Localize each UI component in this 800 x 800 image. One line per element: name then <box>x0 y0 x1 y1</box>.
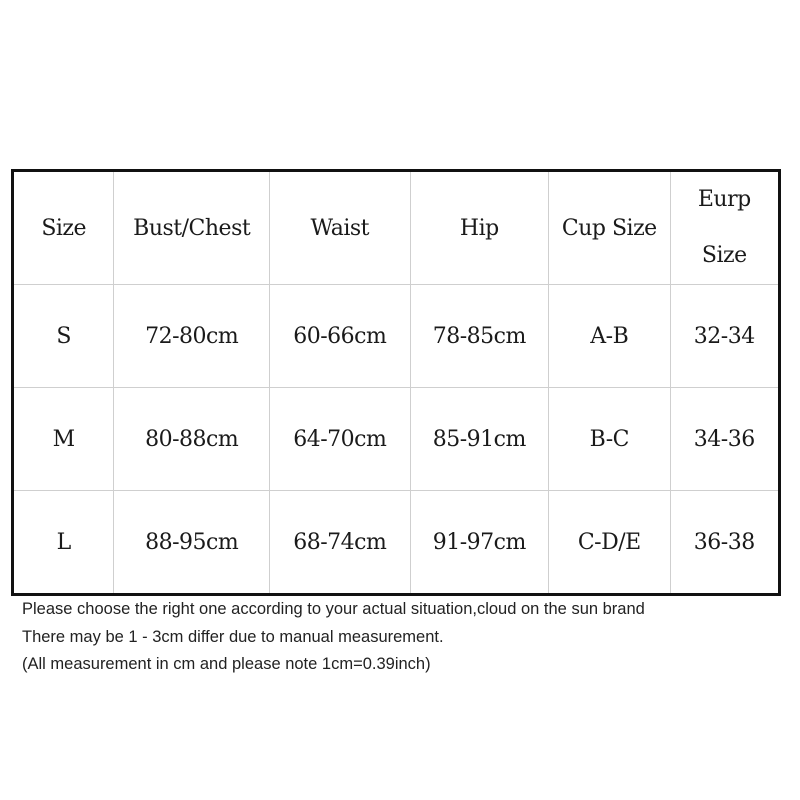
table-cell: 80-88cm <box>114 388 270 491</box>
table-row <box>13 491 780 595</box>
table-cell: 68-74cm <box>269 491 410 595</box>
table-cell: 91-97cm <box>410 491 549 595</box>
table-cell: 60-66cm <box>269 285 410 388</box>
table-cell: 85-91cm <box>410 388 549 491</box>
size-notes <box>22 596 645 679</box>
table-cell: M <box>13 388 114 491</box>
note-line: There may be 1 - 3cm differ due to manual measurement. <box>22 627 444 646</box>
header-eurp-line-2: Size <box>701 243 747 268</box>
table-cell: 32-34 <box>670 285 779 388</box>
table-cell: S <box>13 285 114 388</box>
table-cell: 72-80cm <box>114 285 270 388</box>
header-cup-size: Cup Size <box>549 171 670 285</box>
note-line: Please choose the right one according to your actual situation,cloud on the sun brand <box>22 600 645 618</box>
table-header-row <box>13 171 780 285</box>
table-cell: 78-85cm <box>410 285 549 388</box>
header-eurp-line-1: Eurp <box>697 187 751 212</box>
header-bust-chest: Bust/Chest <box>114 171 270 285</box>
table-cell: C-D/E <box>549 491 670 595</box>
header-waist: Waist <box>269 171 410 285</box>
header-hip: Hip <box>410 171 549 285</box>
table-cell: 34-36 <box>670 388 779 491</box>
table-row <box>13 388 780 491</box>
table-cell: L <box>13 491 114 595</box>
table-row <box>13 285 780 388</box>
size-chart-table <box>11 169 781 596</box>
table-cell: 36-38 <box>670 491 779 595</box>
table-cell: B-C <box>549 388 670 491</box>
table-cell: 64-70cm <box>269 388 410 491</box>
header-size: Size <box>13 171 114 285</box>
table-cell: 88-95cm <box>114 491 270 595</box>
table-cell: A-B <box>549 285 670 388</box>
header-eurp-size <box>670 171 779 285</box>
note-line: (All measurement in cm and please note 1cm=0.39inch) <box>22 655 431 673</box>
